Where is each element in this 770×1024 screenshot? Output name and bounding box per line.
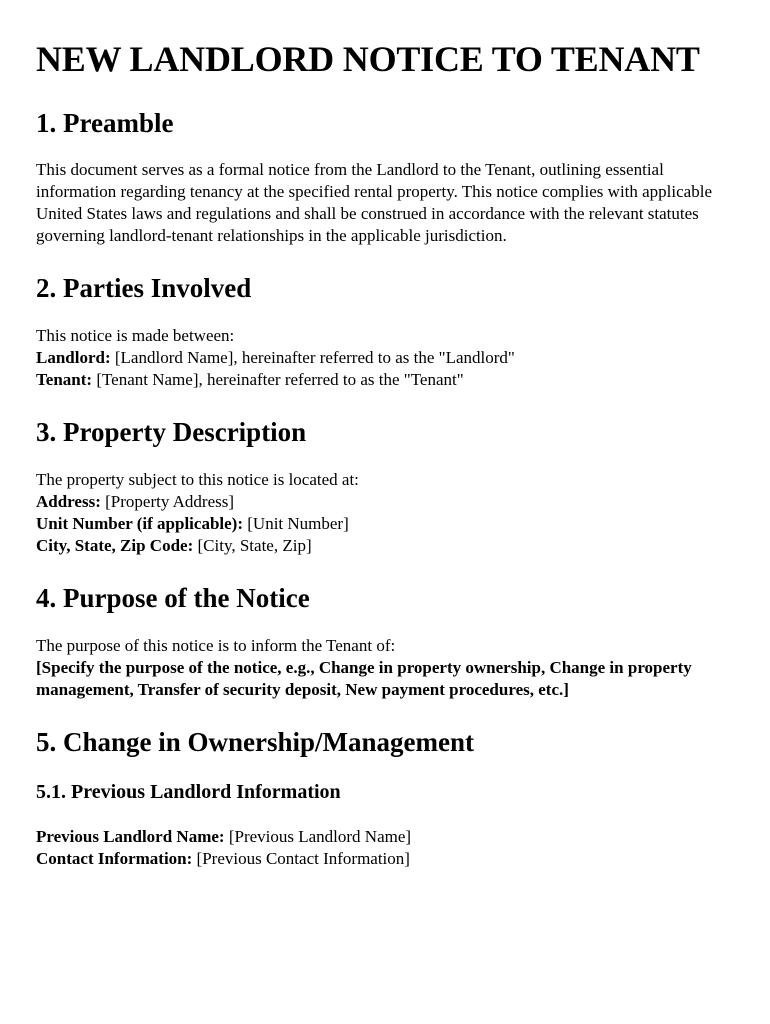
previous-name-value: [Previous Landlord Name] <box>224 827 412 846</box>
address-line <box>36 491 736 513</box>
property-block <box>36 469 736 557</box>
document-page <box>36 0 736 870</box>
parties-block <box>36 325 736 391</box>
tenant-label: Tenant: <box>36 370 93 389</box>
contact-label: Contact Information: <box>36 849 193 868</box>
section-heading-parties: 2. Parties Involved <box>36 273 252 303</box>
tenant-line <box>36 369 736 391</box>
city-line <box>36 535 736 557</box>
section-heading-purpose: 4. Purpose of the Notice <box>36 583 310 613</box>
previous-name-line <box>36 826 736 848</box>
purpose-block <box>36 635 736 701</box>
address-label: Address: <box>36 492 101 511</box>
section-heading-change: 5. Change in Ownership/Management <box>36 727 475 757</box>
unit-label: Unit Number (if applicable): <box>36 514 243 533</box>
section-heading-property: 3. Property Description <box>36 417 307 447</box>
previous-name-label: Previous Landlord Name: <box>36 827 225 846</box>
preamble-text: This document serves as a formal notice from the Landlord to the Tenant, outlining essential information regarding tenancy at the specified rental property. This notice complies with applicable United States laws and regulations and shall be construed in accordance with the relevant statutes governing landlord-tenant relationships in the applicable jurisdiction. <box>36 160 712 245</box>
document-title: NEW LANDLORD NOTICE TO TENANT <box>36 39 700 79</box>
contact-line <box>36 848 736 870</box>
parties-intro: This notice is made between: <box>36 326 235 345</box>
city-value: [City, State, Zip] <box>193 536 312 555</box>
landlord-value: [Landlord Name], hereinafter referred to as the "Landlord" <box>110 348 515 367</box>
purpose-intro: The purpose of this notice is to inform the Tenant of: <box>36 636 396 655</box>
city-label: City, State, Zip Code: <box>36 536 194 555</box>
purpose-placeholder: [Specify the purpose of the notice, e.g., Change in property ownership, Change in property management, Transfer of security deposit, New payment procedures, etc.] <box>36 658 692 699</box>
unit-value: [Unit Number] <box>243 514 349 533</box>
address-value: [Property Address] <box>100 492 235 511</box>
landlord-line <box>36 347 736 369</box>
tenant-value: [Tenant Name], hereinafter referred to as the "Tenant" <box>92 370 464 389</box>
contact-value: [Previous Contact Information] <box>192 849 410 868</box>
unit-line <box>36 513 736 535</box>
subsection-heading-previous-landlord: 5.1. Previous Landlord Information <box>36 781 341 803</box>
section-heading-preamble: 1. Preamble <box>36 108 174 138</box>
previous-landlord-block <box>36 826 736 870</box>
property-intro: The property subject to this notice is located at: <box>36 470 359 489</box>
landlord-label: Landlord: <box>36 348 111 367</box>
